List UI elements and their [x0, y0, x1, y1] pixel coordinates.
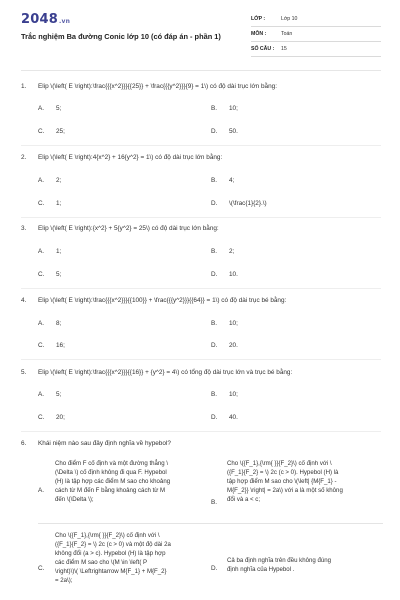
option-b[interactable]: [211, 248, 234, 255]
option-text: 5;: [56, 271, 62, 278]
option-text: 4;: [229, 177, 235, 184]
option-text: 5;: [56, 105, 62, 112]
option-letter: C.: [38, 271, 45, 278]
option-letter: C.: [38, 565, 45, 572]
option-c[interactable]: [38, 414, 65, 421]
document-header: [0, 0, 400, 62]
option-letter: D.: [211, 565, 218, 572]
option-letter: A.: [38, 177, 45, 184]
option-line: ({F_1}{F_2} = \) 2c (c > 0) và một độ dài 2a: [55, 541, 171, 548]
option-line: M{F_2}} \right| = 2a\) với a là một số không: [227, 487, 343, 494]
option-letter: C.: [38, 342, 45, 349]
option-a[interactable]: [55, 459, 205, 504]
option-line: cách từ M đến F bằng khoảng cách từ M: [55, 487, 166, 494]
option-a[interactable]: [38, 105, 61, 112]
option-b[interactable]: [211, 320, 238, 327]
option-letter: B.: [211, 499, 218, 506]
meta-row-count: [251, 42, 381, 57]
meta-value: 15: [281, 46, 287, 52]
option-letter: B.: [211, 105, 218, 112]
option-d[interactable]: [211, 271, 238, 278]
option-line: (H) là tập hợp các điểm M sao cho khoảng: [55, 478, 171, 485]
logo-suffix: .vn: [58, 18, 71, 25]
option-c[interactable]: [55, 531, 207, 585]
option-text: 10;: [229, 105, 238, 112]
option-letter: D.: [211, 414, 218, 421]
option-letter: D.: [211, 271, 218, 278]
option-letter: C.: [38, 200, 45, 207]
option-text: 10.: [229, 271, 238, 278]
option-a[interactable]: [38, 320, 61, 327]
meta-value: Lớp 10: [281, 16, 298, 22]
option-letter: B.: [211, 177, 218, 184]
meta-info-table: [251, 12, 381, 57]
meta-row-subject: [251, 27, 381, 42]
meta-value: Toán: [281, 31, 293, 37]
option-letter: C.: [38, 414, 45, 421]
question-number: 2.: [21, 154, 27, 161]
option-line: (\Delta \) cố định không đi qua F. Hypebol: [55, 469, 167, 476]
option-letter: B.: [211, 391, 218, 398]
option-line: đổi và a < c;: [227, 496, 261, 503]
option-c[interactable]: [38, 342, 65, 349]
option-row-divider: [38, 523, 383, 524]
question-number: 4.: [21, 297, 27, 304]
option-text: 1;: [56, 200, 62, 207]
question-text: Elip \(\left( E \right):{x^2} + 5{y^2} = 25\) có độ dài trục lớn bằng:: [38, 225, 219, 232]
option-a[interactable]: [38, 177, 61, 184]
question-text: Khái niệm nào sau đây định nghĩa về hypebol?: [38, 440, 171, 447]
option-text: \(\frac{1}{2}.\): [229, 200, 267, 207]
option-d[interactable]: [211, 128, 238, 135]
meta-label: SỐ CÂU :: [251, 46, 275, 52]
option-line: Cho \({F_1},{\rm{ }}{F_2}\) cố định với \: [227, 460, 332, 467]
question-text: Elip \(\left( E \right):\frac{{{x^2}}}{{25}} + \frac{{{y^2}}}{9} = 1\) có độ dài trục lớn bằng:: [38, 83, 277, 90]
option-letter: A.: [38, 248, 45, 255]
option-letter: B.: [211, 320, 218, 327]
option-letter: A.: [38, 391, 45, 398]
meta-label: MÔN :: [251, 31, 267, 37]
option-line: không đổi (a > c). Hypebol (H) là tập hợp: [55, 550, 166, 557]
option-line: \right)\)\( \Leftrightarrow M{F_1} + M{F_2}: [55, 568, 167, 575]
option-c[interactable]: [38, 200, 61, 207]
meta-row-class: [251, 12, 381, 27]
option-letter: A.: [38, 105, 45, 112]
option-line: tập hợp điểm M sao cho \(\left| {M{F_1} -: [227, 478, 337, 485]
option-line: ({F_1}{F_2} = \) 2c (c > 0). Hypebol (H) là: [227, 469, 339, 476]
option-text: 20.: [229, 342, 238, 349]
option-line: Cho điểm F cố định và một đường thẳng \: [55, 460, 169, 467]
option-line: định nghĩa của Hypebol .: [227, 566, 295, 573]
question-separator: [21, 217, 381, 218]
option-letter: D.: [211, 342, 218, 349]
option-b[interactable]: [211, 177, 234, 184]
option-letter: B.: [211, 248, 218, 255]
option-c[interactable]: [38, 128, 65, 135]
option-c[interactable]: [38, 271, 61, 278]
header-divider: [21, 70, 381, 71]
option-text: 50.: [229, 128, 238, 135]
option-line: Cho \({F_1},{\rm{ }}{F_2}\) cố định với \: [55, 532, 160, 539]
question-number: 3.: [21, 225, 27, 232]
option-text: 20;: [56, 414, 65, 421]
question-text: Elip \(\left( E \right):\frac{{{x^2}}}{{16}} + {y^2} = 4\) có tổng độ dài trục lớn và trục bé bằng:: [38, 369, 293, 376]
option-text: 2;: [229, 248, 235, 255]
option-line: Cả ba định nghĩa trên đều không đúng: [227, 557, 332, 564]
option-a[interactable]: [38, 248, 61, 255]
option-letter: D.: [211, 200, 218, 207]
option-text: 1;: [56, 248, 62, 255]
site-logo[interactable]: [21, 12, 70, 27]
option-letter: C.: [38, 128, 45, 135]
question-separator: [21, 145, 381, 146]
option-text: 5;: [56, 391, 62, 398]
option-text: 2;: [56, 177, 62, 184]
option-line: = 2a\);: [55, 577, 73, 584]
option-d[interactable]: [211, 414, 238, 421]
option-text: 40.: [229, 414, 238, 421]
option-a[interactable]: [38, 391, 61, 398]
option-letter: D.: [211, 128, 218, 135]
question-number: 5.: [21, 369, 27, 376]
logo-text: 2048: [21, 12, 58, 27]
option-line: các điểm M sao cho \(M \in \left( P: [55, 559, 148, 566]
option-letter: A.: [38, 487, 45, 494]
question-text: Elip \(\left( E \right):4{x^2} + 16{y^2} = 1\) có độ dài trục lớn bằng:: [38, 154, 223, 161]
option-b[interactable]: [211, 105, 238, 112]
option-text: 16;: [56, 342, 65, 349]
question-separator: [21, 359, 381, 360]
option-d[interactable]: [211, 200, 267, 207]
question-text: Elip \(\left( E \right):\frac{{{x^2}}}{{100}} + \frac{{{y^2}}}{{64}} = 1\) có độ dài trục bé bằng:: [38, 297, 287, 304]
question-separator: [21, 431, 381, 432]
question-number: 1.: [21, 83, 27, 90]
option-line: đến \(\Delta \);: [55, 496, 94, 503]
option-b[interactable]: [227, 459, 383, 504]
option-d[interactable]: [227, 556, 383, 574]
question-separator: [21, 288, 381, 289]
option-text: 25;: [56, 128, 65, 135]
page-title: Trắc nghiệm Ba đường Conic lớp 10 (có đáp án - phần 1): [21, 32, 221, 41]
option-text: 10;: [229, 391, 238, 398]
question-number: 6.: [21, 440, 27, 447]
option-b[interactable]: [211, 391, 238, 398]
option-letter: A.: [38, 320, 45, 327]
meta-label: LỚP :: [251, 16, 266, 22]
option-text: 8;: [56, 320, 62, 327]
option-text: 10;: [229, 320, 238, 327]
option-d[interactable]: [211, 342, 238, 349]
